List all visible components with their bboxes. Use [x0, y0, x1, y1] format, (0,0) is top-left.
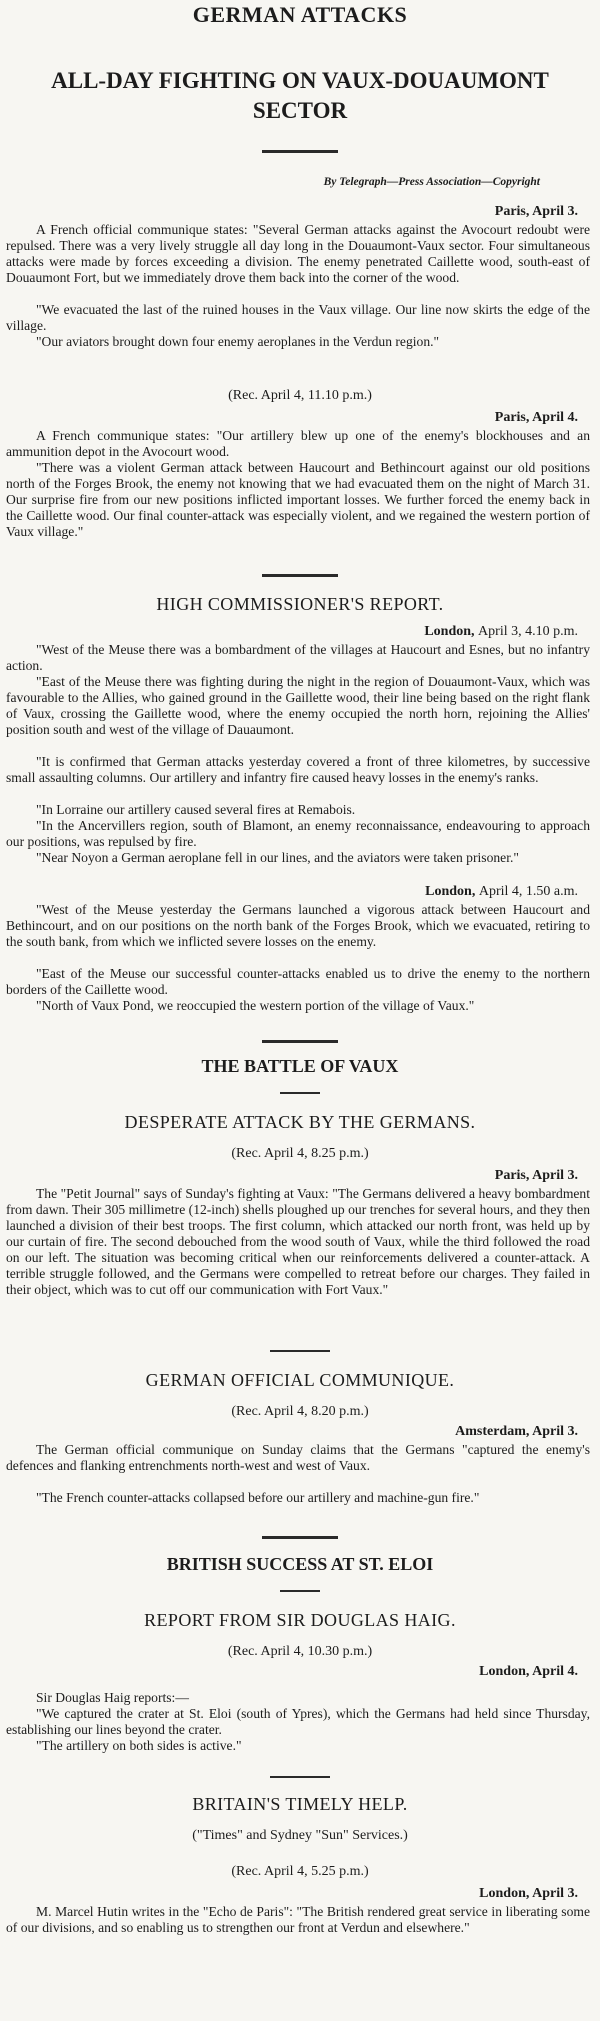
divider	[280, 1092, 320, 1094]
article-paragraph: "In the Ancervillers region, south of Blamont, an enemy reconnaissance, endeavouring to approach our positions, was repulsed by fire.	[6, 818, 590, 849]
received-time: (Rec. April 4, 5.25 p.m.)	[231, 1864, 369, 1879]
services-line: ("Times" and Sydney "Sun" Services.)	[192, 1828, 408, 1843]
article-paragraph: Sir Douglas Haig reports:—	[36, 1690, 189, 1705]
received-time: (Rec. April 4, 10.30 p.m.)	[227, 1644, 373, 1659]
article-paragraph: "East of the Meuse there was fighting during the night in the region of Douaumont-Vaux, which was favourable to the Allies, who gained ground in the Gaillette wood, their line being based on the right flank of Vaux, crossing the Gaillette wood, where the enemy occupied the north horn, rejoining the Allies' position south and west of the village of Dauaumont.	[6, 674, 590, 737]
article-paragraph: The "Petit Journal" says of Sunday's fighting at Vaux: "The Germans delivered a heavy bombardment from dawn. Their 305 millimetre (12-inch) shells ploughed up our trenches for several hours, and they then launched a division of their best troops. The first column, which attacked our north front, was held up by our curtain of fire. The second debouched from the wood south of Vaux, while the third followed the road on our left. The situation was becoming critical when our reinforcements delivered a counter-attack. A terrible struggle followed, and the Germans were compelled to retreat before our charges. They failed in their object, which was to cut off our communication with Fort Vaux."	[6, 1186, 590, 1297]
article-paragraph: "The artillery on both sides is active."	[36, 1738, 242, 1753]
article-paragraph: "The French counter-attacks collapsed before our artillery and machine-gun fire."	[36, 1490, 480, 1505]
divider	[280, 1590, 320, 1592]
divider	[270, 1776, 330, 1778]
article-paragraph: M. Marcel Hutin writes in the "Echo de Paris": "The British rendered great service in liberating some of our divisions, and so enabling us to strengthen our front at Verdun and elsewhere."	[6, 1904, 590, 1935]
dateline: London, April 3.	[479, 1886, 578, 1901]
headline-douglas-haig: REPORT FROM SIR DOUGLAS HAIG.	[144, 1610, 456, 1630]
article-paragraph: "North of Vaux Pond, we reoccupied the western portion of the village of Vaux."	[36, 998, 475, 1013]
divider	[262, 574, 338, 577]
headline-german-official: GERMAN OFFICIAL COMMUNIQUE.	[145, 1370, 455, 1390]
headline-german-attacks: GERMAN ATTACKS	[192, 2, 408, 27]
headline-british-success: BRITISH SUCCESS AT ST. ELOI	[166, 1554, 434, 1574]
dateline	[425, 884, 578, 900]
credit-line: By Telegraph—Press Association—Copyright	[323, 176, 540, 188]
dateline	[424, 624, 578, 640]
received-time: (Rec. April 4, 8.20 p.m.)	[231, 1404, 369, 1419]
headline-high-commissioner: HIGH COMMISSIONER'S REPORT.	[156, 594, 444, 614]
headline-battle-of-vaux: THE BATTLE OF VAUX	[201, 1056, 399, 1076]
article-paragraph: The German official communique on Sunday claims that the Germans "captured the enemy's defences and flanking entrenchments north-west and west of Vaux.	[6, 1442, 590, 1473]
divider	[270, 1350, 330, 1352]
article-paragraph: "It is confirmed that German attacks yesterday covered a front of three kilometres, by successive small assaulting columns. Our artillery and infantry fire caused heavy losses in the enemy's ranks.	[6, 754, 590, 785]
article-paragraph: A French communique states: "Our artillery blew up one of the enemy's blockhouses and an ammunition depot in the Avocourt wood.	[6, 428, 590, 459]
headline-main: ALL-DAY FIGHTING ON VAUX-DOUAUMONT SECTOR	[51, 68, 549, 123]
dateline: Paris, April 4.	[494, 410, 578, 425]
dateline: London, April 4.	[479, 1664, 578, 1679]
article-paragraph: "We evacuated the last of the ruined houses in the Vaux village. Our line now skirts the edge of the village.	[6, 302, 590, 333]
dateline-city: London,	[425, 884, 476, 899]
dateline: Amsterdam, April 3.	[455, 1424, 578, 1439]
article-paragraph: "East of the Meuse our successful counter-attacks enabled us to drive the enemy to the northern borders of the Caillette wood.	[6, 966, 590, 997]
article-paragraph: "In Lorraine our artillery caused several fires at Remabois.	[36, 802, 356, 817]
dateline: Paris, April 3.	[494, 1168, 578, 1183]
divider	[262, 1040, 338, 1043]
article-paragraph: "West of the Meuse there was a bombardment of the villages at Haucourt and Esnes, but no infantry action.	[6, 642, 590, 673]
headline-timely-help: BRITAIN'S TIMELY HELP.	[192, 1794, 408, 1814]
divider	[262, 1536, 338, 1539]
dateline-time: April 4, 1.50 a.m.	[478, 884, 578, 899]
received-time: (Rec. April 4, 11.10 p.m.)	[228, 388, 372, 403]
divider	[262, 150, 338, 153]
headline-desperate-attack: DESPERATE ATTACK BY THE GERMANS.	[124, 1112, 476, 1132]
article-paragraph: "There was a violent German attack between Haucourt and Bethincourt against our old positions north of the Forges Brook, the enemy not knowing that we had evacuated them on the night of March 31. Our surprise fire from our new positions inflicted important losses. We further forced the enemy back in the Caillette wood. Our final counter-attack was especially violent, and we regained the western portion of Vaux village."	[6, 460, 590, 539]
received-time: (Rec. April 4, 8.25 p.m.)	[231, 1146, 369, 1161]
article-paragraph: "Our aviators brought down four enemy aeroplanes in the Verdun region."	[36, 334, 440, 349]
dateline-time: April 3, 4.10 p.m.	[478, 624, 578, 639]
article-paragraph: "Near Noyon a German aeroplane fell in our lines, and the aviators were taken prisoner."	[36, 850, 519, 865]
dateline-city: London,	[424, 624, 475, 639]
article-paragraph: "West of the Meuse yesterday the Germans launched a vigorous attack between Haucourt and Bethincourt, and on our positions on the north bank of the Forges Brook, which we evacuated, retiring to the south bank, from which we inflicted severe losses on the enemy.	[6, 902, 590, 949]
article-paragraph: "We captured the crater at St. Eloi (south of Ypres), which the Germans had held since Thursday, establishing our lines beyond the crater.	[6, 1706, 590, 1737]
article-paragraph: A French official communique states: "Several German attacks against the Avocourt redoubt were repulsed. There was a very lively struggle all day long in the Douaumont-Vaux sector. Four simultaneous attacks were made by forces exceeding a division. The enemy penetrated Caillette wood, south-east of Douaumont Fort, but we immediately drove them back into the corner of the wood.	[6, 222, 590, 285]
dateline: Paris, April 3.	[494, 204, 578, 219]
